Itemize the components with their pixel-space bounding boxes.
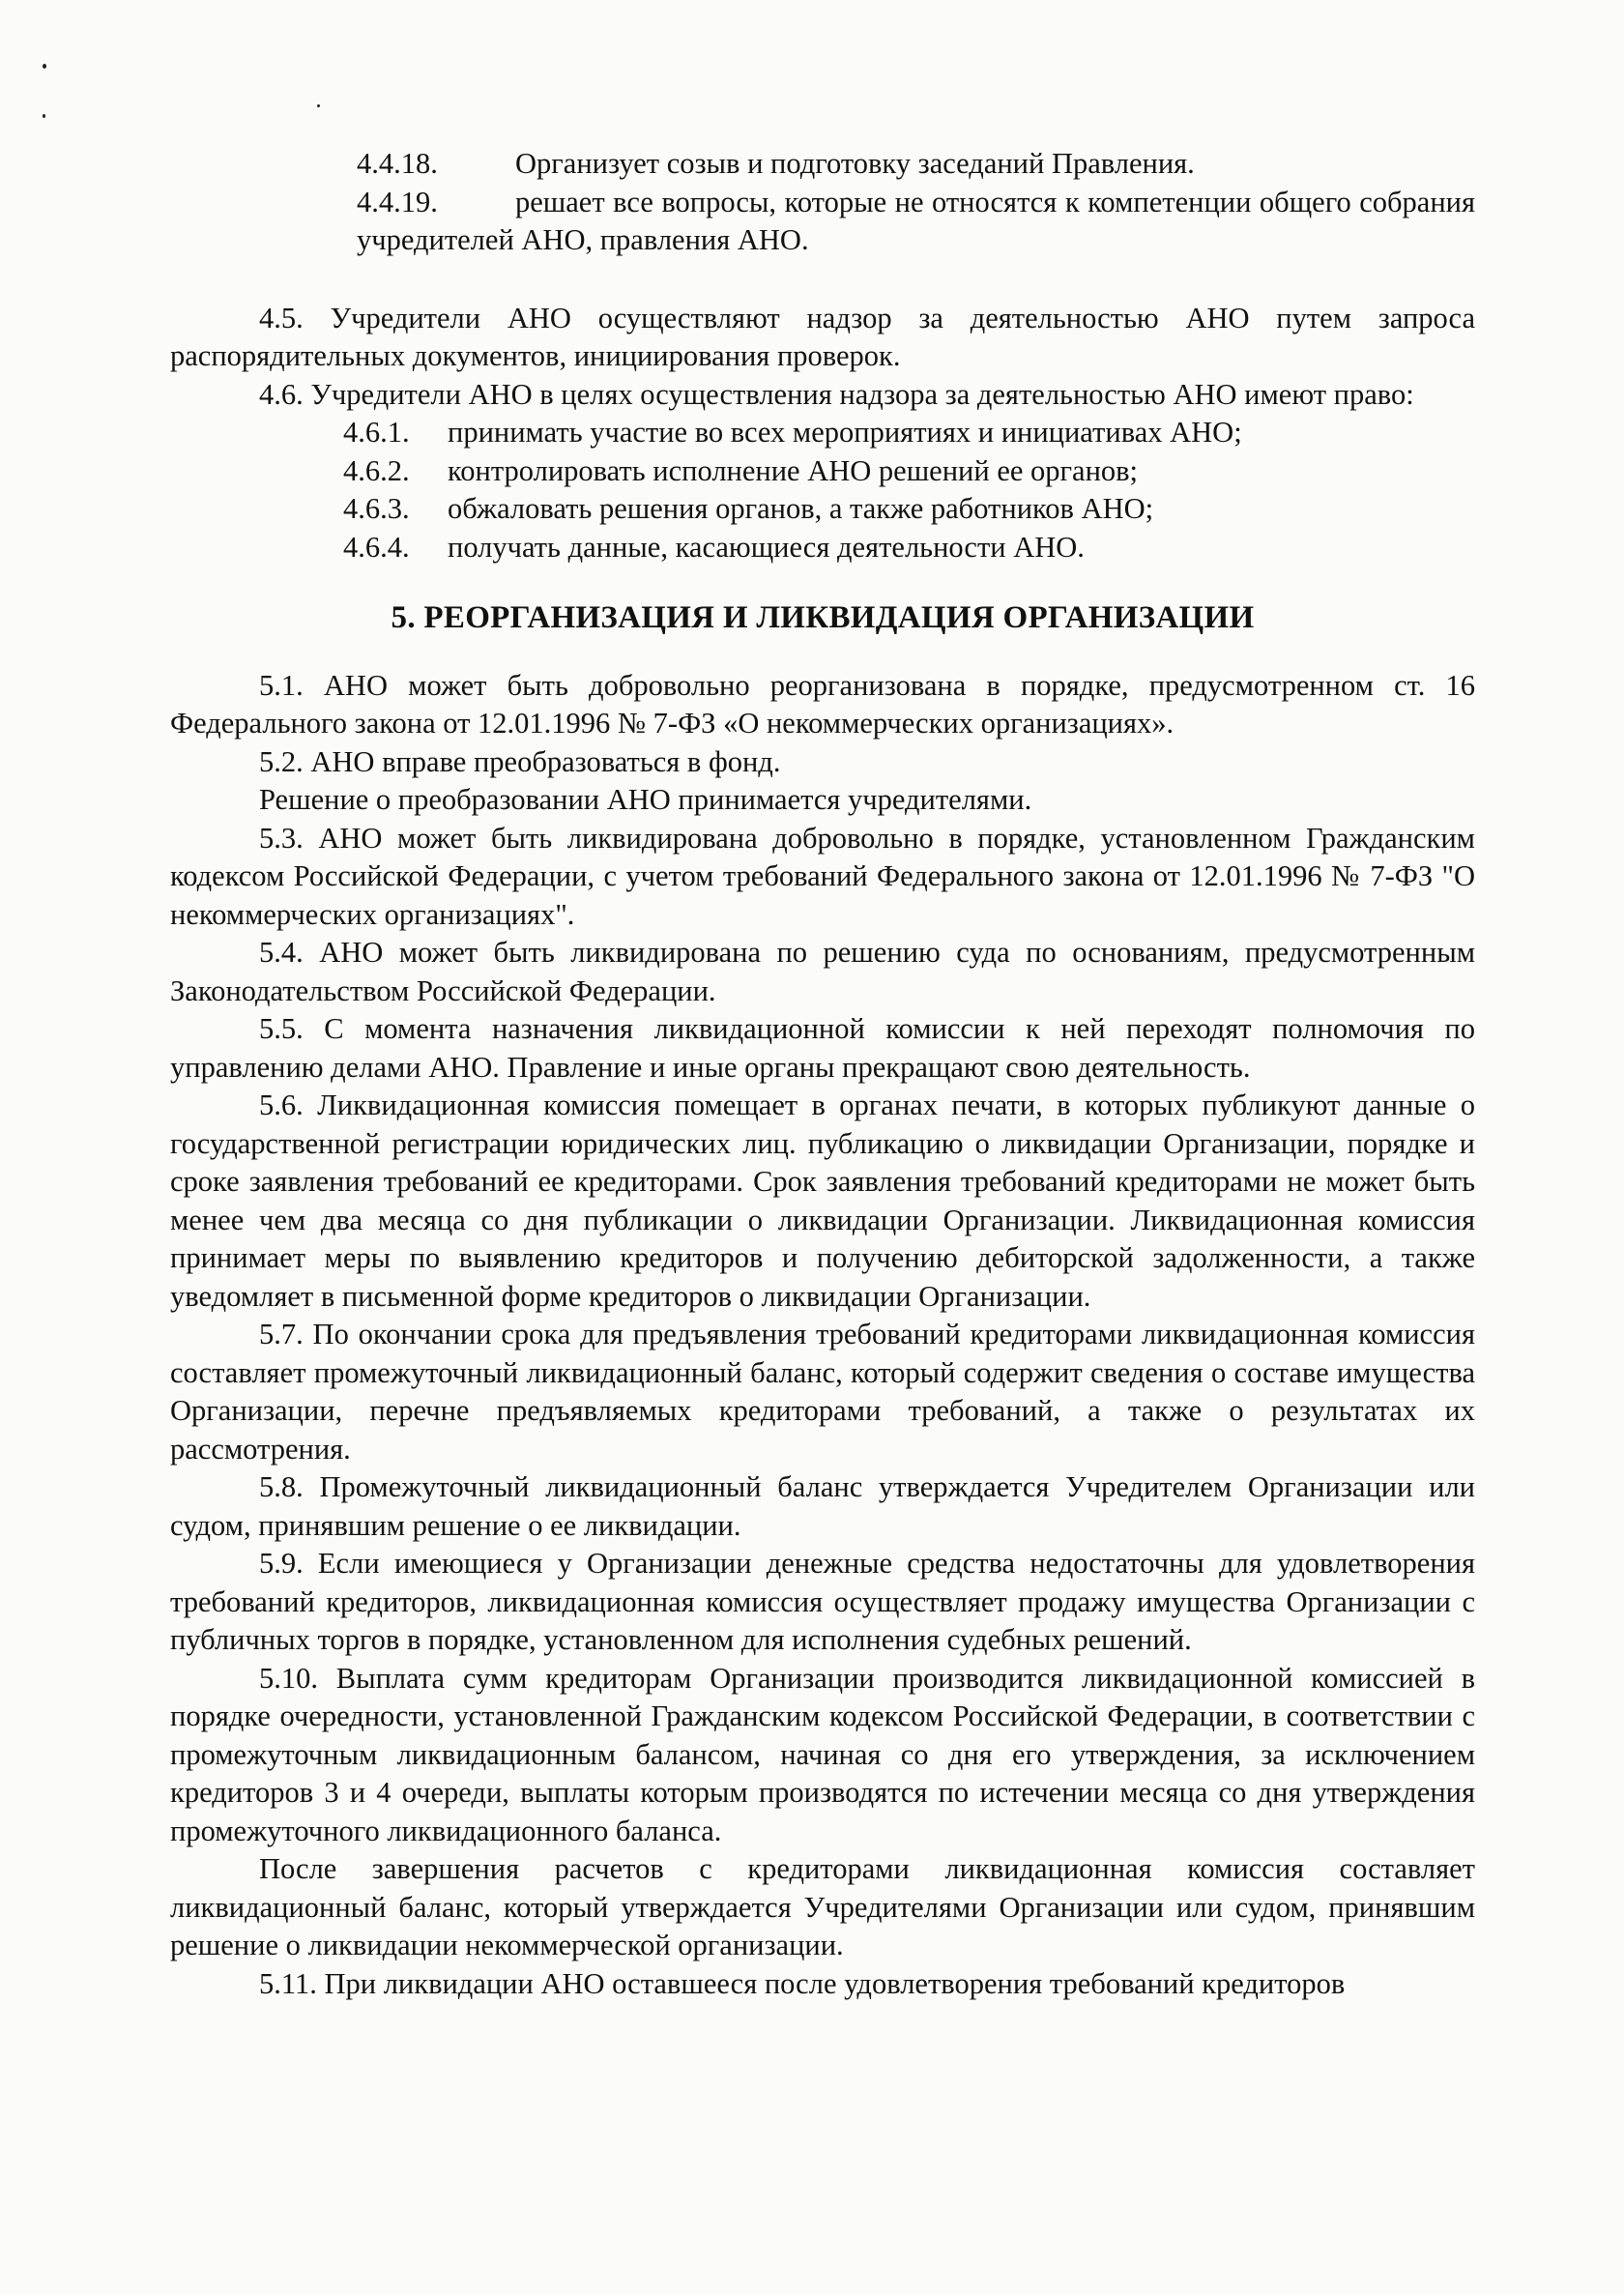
clause-5-10: 5.10. Выплата сумм кредиторам Организации производится ликвидационной комиссией в порядке очередности, установленной Гражданским кодексом Российской Федерации, в соответствии с промежуточным ликвидационным балансом, начиная со дня его утверждения, за исключением кредиторов 3 и 4 очереди, выплаты которым производятся по истечении месяца со дня утверждения промежуточного ликвидационного баланса. bbox=[170, 1661, 1475, 1847]
section-heading: 5. РЕОРГАНИЗАЦИЯ И ЛИКВИДАЦИЯ ОРГАНИЗАЦИИ bbox=[391, 600, 1255, 635]
list-item bbox=[170, 529, 1475, 567]
scan-speck bbox=[43, 114, 45, 118]
clause-5-11: 5.11. При ликвидации АНО оставшееся после удовлетворения требований кредиторов bbox=[259, 1966, 1346, 2000]
item-number: 4.6.2. bbox=[343, 453, 410, 487]
list-item bbox=[170, 414, 1475, 452]
item-text: контролировать исполнение АНО решений ее органов; bbox=[448, 453, 1139, 487]
clause-5-5: 5.5. С момента назначения ликвидационной комиссии к ней переходят полномочия по управлению делами АНО. Правление и иные органы прекращают свою деятельность. bbox=[170, 1012, 1475, 1084]
item-text: принимать участие во всех мероприятиях и инициативах АНО; bbox=[448, 416, 1242, 449]
clause-5-8: 5.8. Промежуточный ликвидационный баланс утверждается Учредителем Организации или судом, принявшим решение о ее ликвидации. bbox=[170, 1470, 1475, 1542]
clause-5-1: 5.1. АНО может быть добровольно реорганизована в порядке, предусмотренном ст. 16 Федерального закона от 12.01.1996 № 7-ФЗ «О некоммерческих организациях». bbox=[170, 668, 1475, 740]
clause-5-3: 5.3. АНО может быть ликвидирована добровольно в порядке, установленном Гражданским кодексом Российской Федерации, с учетом требований Федерального закона от 12.01.1996 № 7-ФЗ "О некоммерческих организациях". bbox=[170, 821, 1475, 931]
clause-5-2: 5.2. АНО вправе преобразоваться в фонд. bbox=[259, 744, 781, 778]
rights-list bbox=[170, 414, 1475, 566]
item-number: 4.6.3. bbox=[343, 492, 410, 525]
clause-4-6: 4.6. Учредители АНО в целях осуществления надзора за деятельностью АНО имеют право: bbox=[259, 377, 1414, 411]
clause-number: 4.4.19. bbox=[357, 185, 438, 218]
clause-4-4-18 bbox=[170, 145, 1475, 184]
clause-4-5: 4.5. Учредители АНО осуществляют надзор за деятельностью АНО путем запроса распорядительных документов, инициирования проверок. bbox=[170, 301, 1475, 372]
item-number: 4.6.4. bbox=[343, 530, 410, 564]
scan-speck bbox=[43, 64, 46, 69]
clause-5-9: 5.9. Если имеющиеся у Организации денежные средства недостаточны для удовлетворения требований кредиторов, ликвидационная комиссия осуществляет продажу имущества Организации с публичных торгов в порядке, установленном для исполнения судебных решений. bbox=[170, 1547, 1475, 1656]
clause-5-10-note: После завершения расчетов с кредиторами ликвидационная комиссия составляет ликвидационный баланс, который утверждается Учредителями Организации или судом, принявшим решение о ликвидации некоммерческой организации. bbox=[170, 1852, 1475, 1961]
item-text: получать данные, касающиеся деятельности АНО. bbox=[448, 530, 1085, 564]
clause-number: 4.4.18. bbox=[357, 147, 438, 180]
clause-5-2-note: Решение о преобразовании АНО принимается учредителями. bbox=[259, 783, 1032, 816]
item-text: обжаловать решения органов, а также работников АНО; bbox=[448, 492, 1154, 525]
item-number: 4.6.1. bbox=[343, 416, 410, 449]
list-item bbox=[170, 490, 1475, 529]
scan-speck bbox=[317, 104, 320, 107]
clause-text: Организует созыв и подготовку заседаний Правления. bbox=[515, 147, 1195, 180]
spacer bbox=[170, 260, 1475, 300]
clause-text: решает все вопросы, которые не относятся к компетенции общего собрания учредителей АНО, правления АНО. bbox=[357, 185, 1475, 256]
list-item bbox=[170, 452, 1475, 491]
clause-5-6: 5.6. Ликвидационная комиссия помещает в органах печати, в которых публикуют данные о государственной регистрации юридических лиц. публикацию о ликвидации Организации, порядке и сроке заявления требований ее кредиторами. Срок заявления требований кредиторами не может быть менее чем два месяца со дня публикации о ликвидации Организации. Ликвидационная комиссия принимает меры по выявлению кредиторов и получению дебиторской задолженности, а также уведомляет в письменной форме кредиторов о ликвидации Организации. bbox=[170, 1089, 1475, 1313]
document-body bbox=[170, 145, 1475, 2003]
clause-5-4: 5.4. АНО может быть ликвидирована по решению суда по основаниям, предусмотренным Законодательством Российской Федерации. bbox=[170, 936, 1475, 1007]
clause-5-7: 5.7. По окончании срока для предъявления требований кредиторами ликвидационная комиссия составляет промежуточный ликвидационный баланс, который содержит сведения о составе имущества Организации, перечне предъявляемых кредиторами требований, а также о результатах их рассмотрения. bbox=[170, 1318, 1475, 1466]
clause-4-4-19 bbox=[170, 184, 1475, 260]
